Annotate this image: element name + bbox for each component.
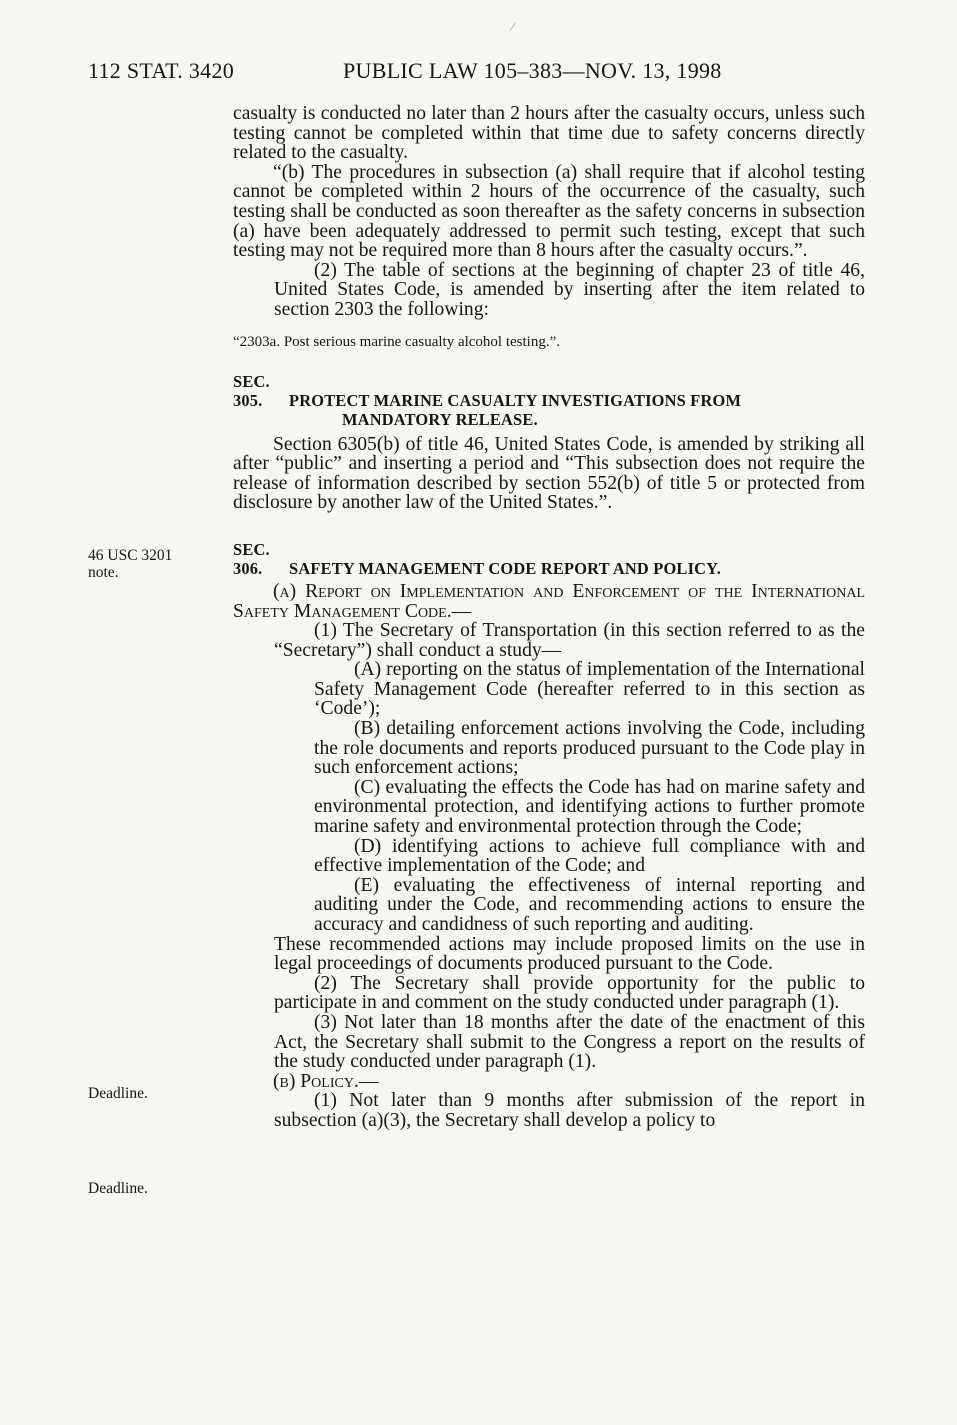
paragraph: (2) The Secretary shall provide opportunity for the public to participate in and comment on the study conducted under paragraph (1).: [274, 972, 865, 1014]
list-item: (E) evaluating the effectiveness of internal reporting and auditing under the Code, and recommending actions to ensure the accuracy and candidness of such reporting and auditing.: [314, 874, 865, 935]
paragraph: These recommended actions may include proposed limits on the use in legal proceedings of documents produced pursuant to the Code.: [274, 933, 865, 975]
section-heading: SEC. 305. PROTECT MARINE CASUALTY INVESTIGATIONS FROM MANDATORY RELEASE.: [233, 371, 742, 429]
paragraph: “(b) The procedures in subsection (a) shall require that if alcohol testing cannot be completed within 2 hours of the occurrence of the casualty, such testing shall be conducted as soon thereafter as the safety concerns in subsection (a) have been adequately addressed to permit such testing, except that such testing may not be required more than 8 hours after the casualty occurs.”.: [233, 161, 865, 262]
margin-note-deadline: Deadline.: [88, 1085, 148, 1102]
paragraph: (2) The table of sections at the beginning of chapter 23 of title 46, United States Code, is amended by inserting after the item related to section 2303 the following:: [274, 259, 865, 320]
list-item: (A) reporting on the status of implementation of the International Safety Management Code (hereafter referred to in this section as ‘Code’);: [314, 659, 865, 720]
statute-citation: 112 STAT. 3420: [88, 58, 235, 83]
scan-mark: [509, 23, 516, 32]
list-item: (C) evaluating the effects the Code has had on marine safety and environmental protection, and identifying actions to further promote marine safety and environmental protection through the Code;: [314, 776, 865, 838]
subsection-heading: (b) Policy.—: [273, 1070, 379, 1092]
page-header-title: PUBLIC LAW 105–383—NOV. 13, 1998: [343, 58, 722, 83]
paragraph: Section 6305(b) of title 46, United States Code, is amended by striking all after “public” and inserting a period and “This subsection does not require the release of information described by section 552(b) of title 5 or protected from disclosure by another law of the United States.”.: [233, 433, 865, 514]
paragraph: (1) The Secretary of Transportation (in this section referred to as the “Secretary”) shall conduct a study—: [274, 620, 865, 661]
list-item: (D) identifying actions to achieve full compliance with and effective implementation of the Code; and: [314, 835, 865, 877]
subsection-heading: (a) Report on Implementation and Enforcement of the International Safety Management Code.—: [233, 580, 865, 622]
document-body: [233, 104, 865, 1131]
table-of-sections-item: “2303a. Post serious marine casualty alcohol testing.”.: [233, 333, 561, 350]
list-item: (B) detailing enforcement actions involving the Code, including the role documents and reports produced pursuant to the Code play in such enforcement actions;: [314, 718, 865, 779]
paragraph: (3) Not later than 18 months after the date of the enactment of this Act, the Secretary shall submit to the Congress a report on the results of the study conducted under paragraph (1).: [274, 1011, 865, 1073]
margin-note-usc: 46 USC 3201 note.: [88, 547, 173, 581]
section-heading: SEC. 306. SAFETY MANAGEMENT CODE REPORT AND POLICY.: [233, 539, 722, 578]
paragraph: (1) Not later than 9 months after submission of the report in subsection (a)(3), the Secretary shall develop a policy to: [274, 1090, 865, 1131]
paragraph: casualty is conducted no later than 2 hours after the casualty occurs, unless such testing cannot be completed within that time due to safety concerns directly related to the casualty.: [233, 103, 865, 164]
margin-note-deadline: Deadline.: [88, 1180, 148, 1197]
